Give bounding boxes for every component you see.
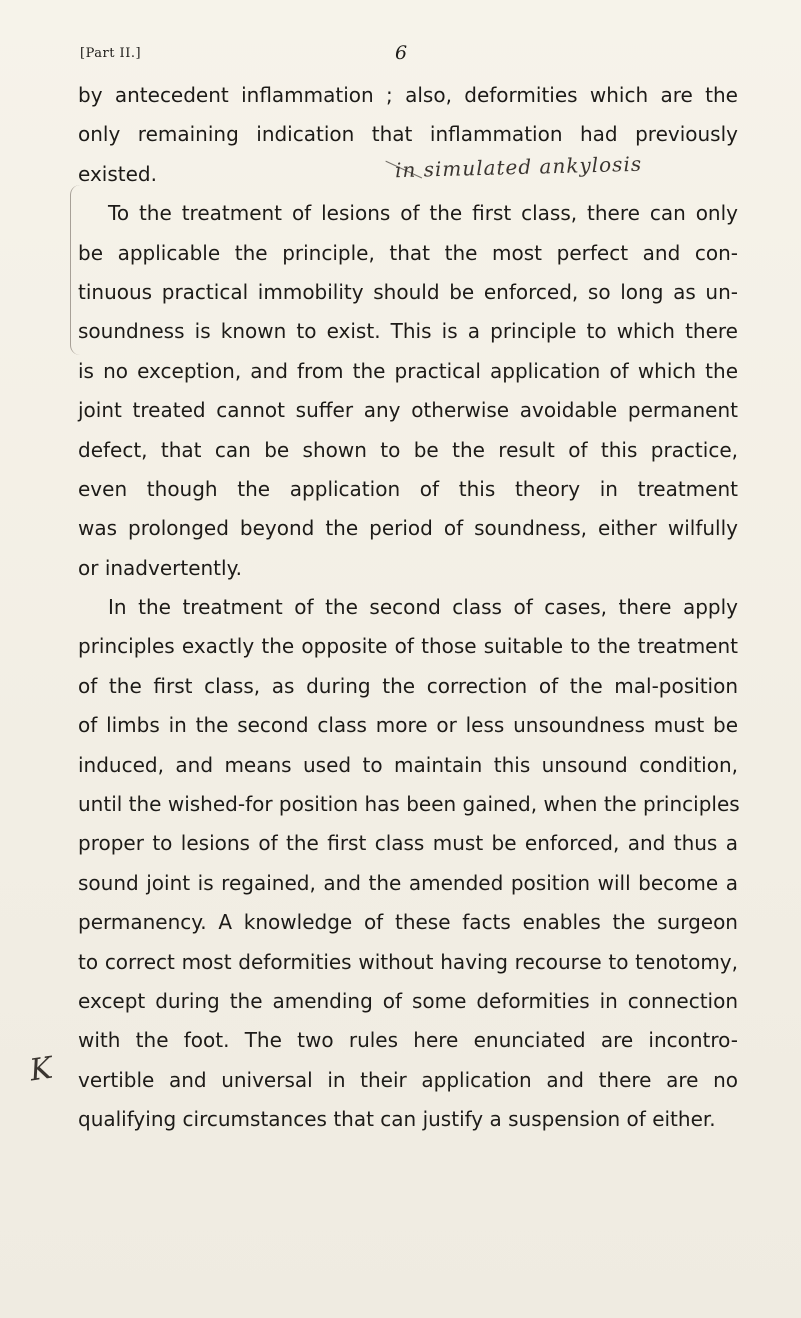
- text-line: of limbs in the second class more or less unsoundness must be: [78, 713, 738, 738]
- text-line: only remaining indication that inflammation had previously: [78, 122, 738, 147]
- text-line: is no exception, and from the practical application of which the: [78, 358, 738, 383]
- text-line: existed.: [78, 161, 157, 186]
- text-line: proper to lesions of the first class must be enforced, and thus a: [78, 831, 738, 856]
- running-head: [80, 42, 740, 66]
- text-line: principles exactly the opposite of those suitable to the treatment: [78, 634, 738, 659]
- text-line: vertible and universal in their application and there are no: [78, 1067, 738, 1092]
- text-line: or inadvertently.: [78, 555, 242, 580]
- handwritten-margin-mark: K: [27, 1050, 55, 1089]
- body-text: [78, 76, 738, 1140]
- text-line: induced, and means used to maintain this unsound condition,: [78, 752, 738, 777]
- text-line: joint treated cannot suffer any otherwise avoidable permanent: [78, 398, 738, 423]
- text-line: by antecedent inflammation ; also, deformities which are the: [78, 83, 738, 107]
- text-line: of the first class, as during the correction of the mal-position: [78, 673, 738, 698]
- text-line: with the foot. The two rules here enunciated are incontro-: [78, 1028, 738, 1053]
- text-line: defect, that can be shown to be the result of this practice,: [78, 437, 738, 462]
- text-line: permanency. A knowledge of these facts enables the surgeon: [78, 910, 738, 935]
- text-line: until the wished-for position has been gained, when the principles: [78, 792, 740, 817]
- text-line: In the treatment of the second class of cases, there apply: [108, 595, 738, 620]
- text-line: sound joint is regained, and the amended position will become a: [78, 870, 738, 895]
- handwritten-interlinear-note: in simulated ankylosis: [394, 151, 643, 183]
- text-line: even though the application of this theory in treatment: [78, 476, 738, 501]
- text-line: soundness is known to exist. This is a principle to which there: [78, 319, 738, 344]
- text-line: tinuous practical immobility should be enforced, so long as un-: [78, 279, 738, 304]
- text-line: be applicable the principle, that the most perfect and con-: [78, 240, 738, 265]
- text-line: was prolonged beyond the period of soundness, either wilfully: [78, 516, 738, 541]
- text-line: except during the amending of some deformities in connection: [78, 988, 738, 1013]
- part-label: [Part II.]: [80, 46, 142, 61]
- text-line: qualifying circumstances that can justify a suspension of either.: [78, 1107, 716, 1132]
- text-line: To the treatment of lesions of the first class, there can only: [108, 201, 738, 226]
- page-number: 6: [395, 42, 408, 64]
- text-line: to correct most deformities without having recourse to tenotomy,: [78, 949, 738, 974]
